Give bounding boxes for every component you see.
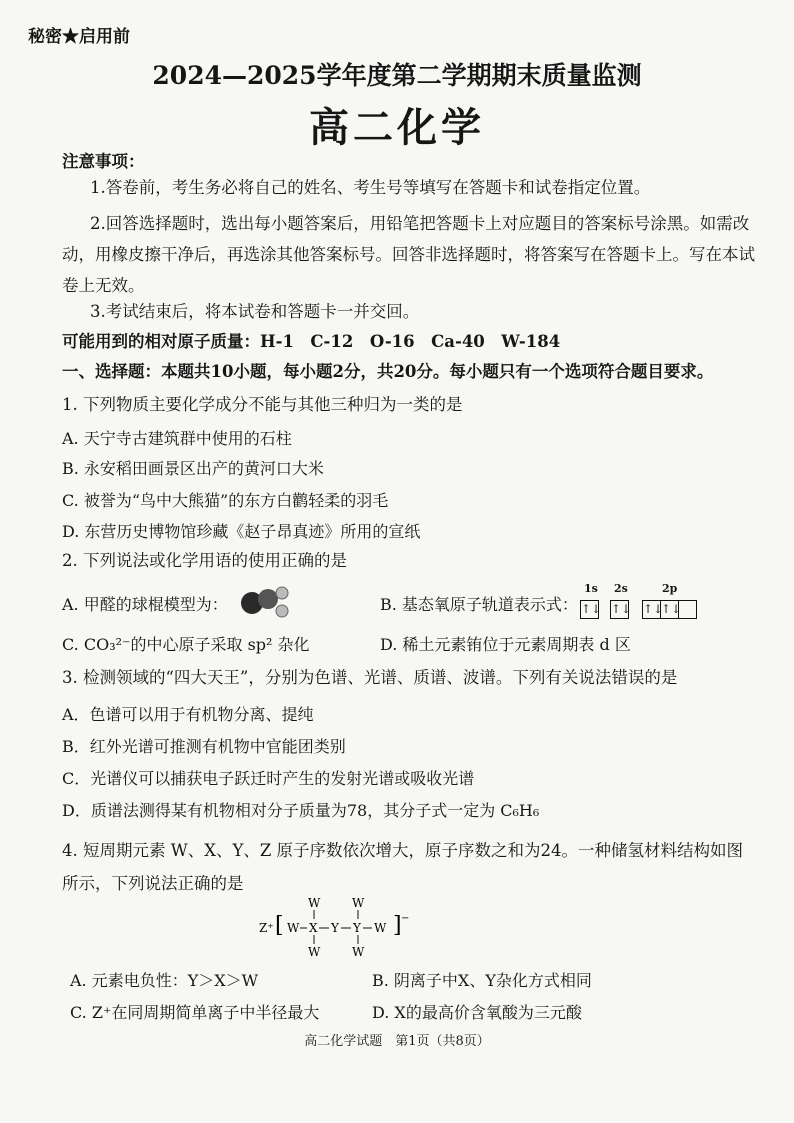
exam-title: 2024—2025学年度第二学期期末质量监测 — [152, 61, 642, 90]
orbital-label-2p: 2p — [662, 582, 678, 595]
orbital-box-2p-3 — [678, 600, 697, 619]
q3-option-a: A．色谱可以用于有机物分离、提纯 — [62, 705, 314, 724]
notice-item-3: 3.考试结束后，将本试卷和答题卡一并交回。 — [90, 302, 420, 321]
formaldehyde-ball-stick-icon — [232, 585, 302, 621]
bottom-atom-1: W — [308, 945, 321, 959]
chain-atom-2: X — [309, 921, 318, 935]
page-footer: 高二化学试题 第1页（共8页） — [304, 1034, 490, 1049]
chain-atom-4: Y — [353, 921, 361, 935]
orbital-box-2p-2: ↑↓ — [660, 600, 679, 619]
q1-option-d: D. 东营历史博物馆珍藏《赵子昂真迹》所用的宣纸 — [62, 522, 421, 541]
orbital-box-2s: ↑↓ — [610, 600, 629, 619]
q1-option-c: C. 被誉为“鸟中大熊猫”的东方白鹳轻柔的羽毛 — [62, 491, 389, 510]
chain-atom-1: W — [287, 921, 300, 935]
subject-title: 高二化学 — [309, 104, 485, 151]
chain-atom-5: W — [374, 921, 387, 935]
q4-option-c: C. Z⁺在同周期简单离子中半径最大 — [70, 1003, 320, 1022]
section-1-heading: 一、选择题：本题共10小题，每小题2分，共20分。每小题只有一个选项符合题目要求。 — [62, 362, 714, 381]
q4-option-b: B. 阴离子中X、Y杂化方式相同 — [372, 971, 592, 990]
orbital-box-2p-1: ↑↓ — [642, 600, 661, 619]
q4-stem: 4. 短周期元素 W、X、Y、Z 原子序数依次增大，原子序数之和为24。一种储氢材料结构如图所示，下列说法正确的是 — [62, 841, 744, 893]
top-atom-2: W — [352, 896, 365, 910]
orbital-label-1s: 1s — [584, 582, 598, 595]
q3-option-c: C．光谱仪可以捕获电子跃迁时产生的发射光谱或吸收光谱 — [62, 769, 475, 788]
q2-stem: 2. 下列说法或化学用语的使用正确的是 — [62, 551, 347, 570]
q4-option-a: A. 元素电负性：Y＞X＞W — [70, 971, 259, 990]
q1-stem: 1. 下列物质主要化学成分不能与其他三种归为一类的是 — [62, 395, 463, 414]
q2-option-c: C. CO₃²⁻的中心原子采取 sp² 杂化 — [62, 635, 310, 654]
orbital-label-2s: 2s — [614, 582, 628, 595]
svg-text:[: [ — [275, 913, 284, 938]
notice-item-1: 1.答卷前，考生务必将自己的姓名、考生号等填写在答题卡和试卷指定位置。 — [90, 178, 651, 197]
q3-option-b: B．红外光谱可推测有机物中官能团类别 — [62, 737, 346, 756]
q2-option-a: A. 甲醛的球棍模型为： — [62, 595, 228, 614]
q2-option-d: D. 稀土元素铕位于元素周期表 d 区 — [380, 635, 631, 654]
q2-option-b: B. 基态氧原子轨道表示式： — [380, 595, 578, 614]
orbital-box-1s: ↑↓ — [580, 600, 599, 619]
notice-title: 注意事项： — [62, 152, 145, 171]
top-atom-1: W — [308, 896, 321, 910]
q3-stem: 3. 检测领域的“四大天王”，分别为色谱、光谱、质谱、波谱。下列有关说法错误的是 — [62, 668, 678, 687]
q3-option-d: D．质谱法测得某有机物相对分子质量为78，其分子式一定为 C₆H₆ — [62, 801, 540, 820]
notice-item-2: 2.回答选择题时，选出每小题答案后，用铅笔把答题卡上对应题目的答案标号涂黑。如需改动，用橡皮擦干净后，再选涂其他答案标号。回答非选择题时，将答案写在答题卡上。写在本试卷上无效。 — [62, 214, 755, 295]
chain-atom-3: Y — [331, 921, 339, 935]
hydrogen-storage-structure — [255, 895, 415, 959]
structure-cation: Z⁺ — [259, 921, 274, 935]
secret-label: 秘密★启用前 — [28, 27, 130, 47]
svg-text:]: ] — [393, 913, 402, 938]
svg-text:−: − — [401, 913, 410, 924]
q1-option-b: B. 永安稻田画景区出产的黄河口大米 — [62, 459, 324, 478]
q1-option-a: A. 天宁寺古建筑群中使用的石柱 — [62, 429, 292, 448]
atomic-masses: 可能用到的相对原子质量：H-1 C-12 O-16 Ca-40 W-184 — [62, 332, 561, 351]
bottom-atom-2: W — [352, 945, 365, 959]
q4-option-d: D. X的最高价含氧酸为三元酸 — [372, 1003, 582, 1022]
